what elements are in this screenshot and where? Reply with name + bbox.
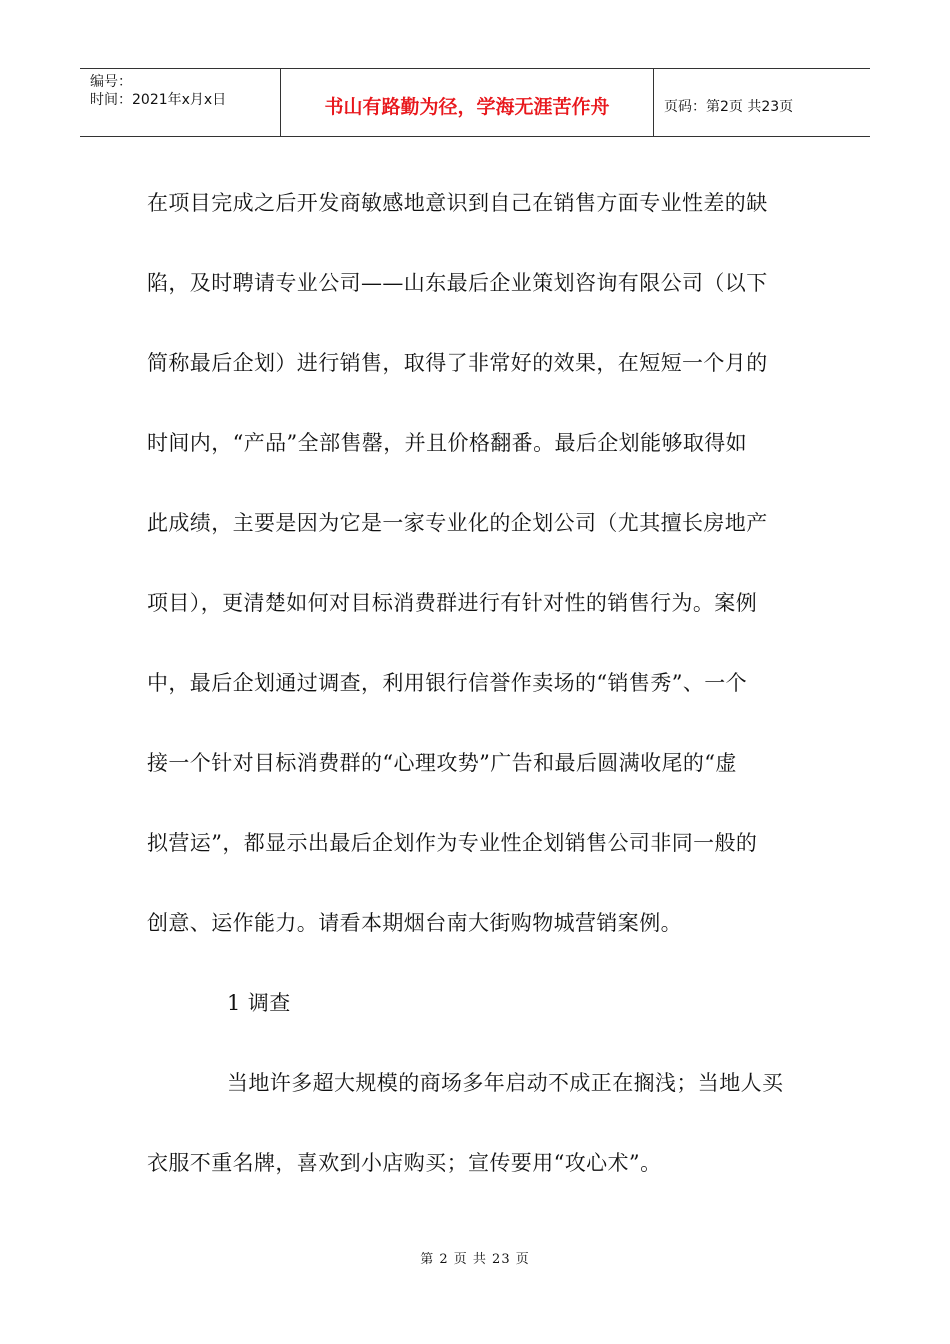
body-line: 项目），更清楚如何对目标消费群进行有针对性的销售行为。案例 — [147, 591, 758, 615]
body-line: 在项目完成之后开发商敏感地意识到自己在销售方面专业性差的缺 — [147, 191, 768, 215]
page-code: 页码：第2页 共23页 — [664, 98, 794, 115]
body-line: 衣服不重名牌，喜欢到小店购买；宣传要用“攻心术”。 — [147, 1151, 662, 1175]
body-line: 接一个针对目标消费群的“心理攻势”广告和最后圆满收尾的“虚 — [147, 751, 737, 775]
body-line: 陷，及时聘请专业公司——山东最后企业策划咨询有限公司（以下 — [147, 271, 768, 295]
section-heading: 1 调查 — [227, 991, 291, 1015]
body-line: 创意、运作能力。请看本期烟台南大街购物城营销案例。 — [147, 911, 682, 935]
header-info-cell — [80, 69, 281, 136]
body-line: 简称最后企划）进行销售，取得了非常好的效果，在短短一个月的 — [147, 351, 768, 375]
page-footer: 第 2 页 共 23 页 — [420, 1252, 530, 1267]
body-line: 中，最后企划通过调查，利用银行信誉作卖场的“销售秀”、一个 — [147, 671, 748, 695]
serial-label: 编号： — [90, 74, 132, 90]
header-page-cell — [654, 69, 870, 136]
document-body — [147, 163, 807, 1203]
body-line: 时间内，“产品”全部售罄，并且价格翻番。最后企划能够取得如 — [147, 431, 748, 455]
body-line: 拟营运”，都显示出最后企划作为专业性企划销售公司非同一般的 — [147, 831, 758, 855]
body-line: 此成绩，主要是因为它是一家专业化的企划公司（尤其擅长房地产 — [147, 511, 768, 535]
date-label: 时间：2021年x月x日 — [90, 92, 227, 108]
motto-text: 书山有路勤为径，学海无涯苦作舟 — [324, 96, 610, 118]
body-line: 当地许多超大规模的商场多年启动不成正在搁浅；当地人买 — [227, 1071, 784, 1095]
page-header — [80, 68, 870, 137]
header-motto-cell — [281, 69, 654, 136]
